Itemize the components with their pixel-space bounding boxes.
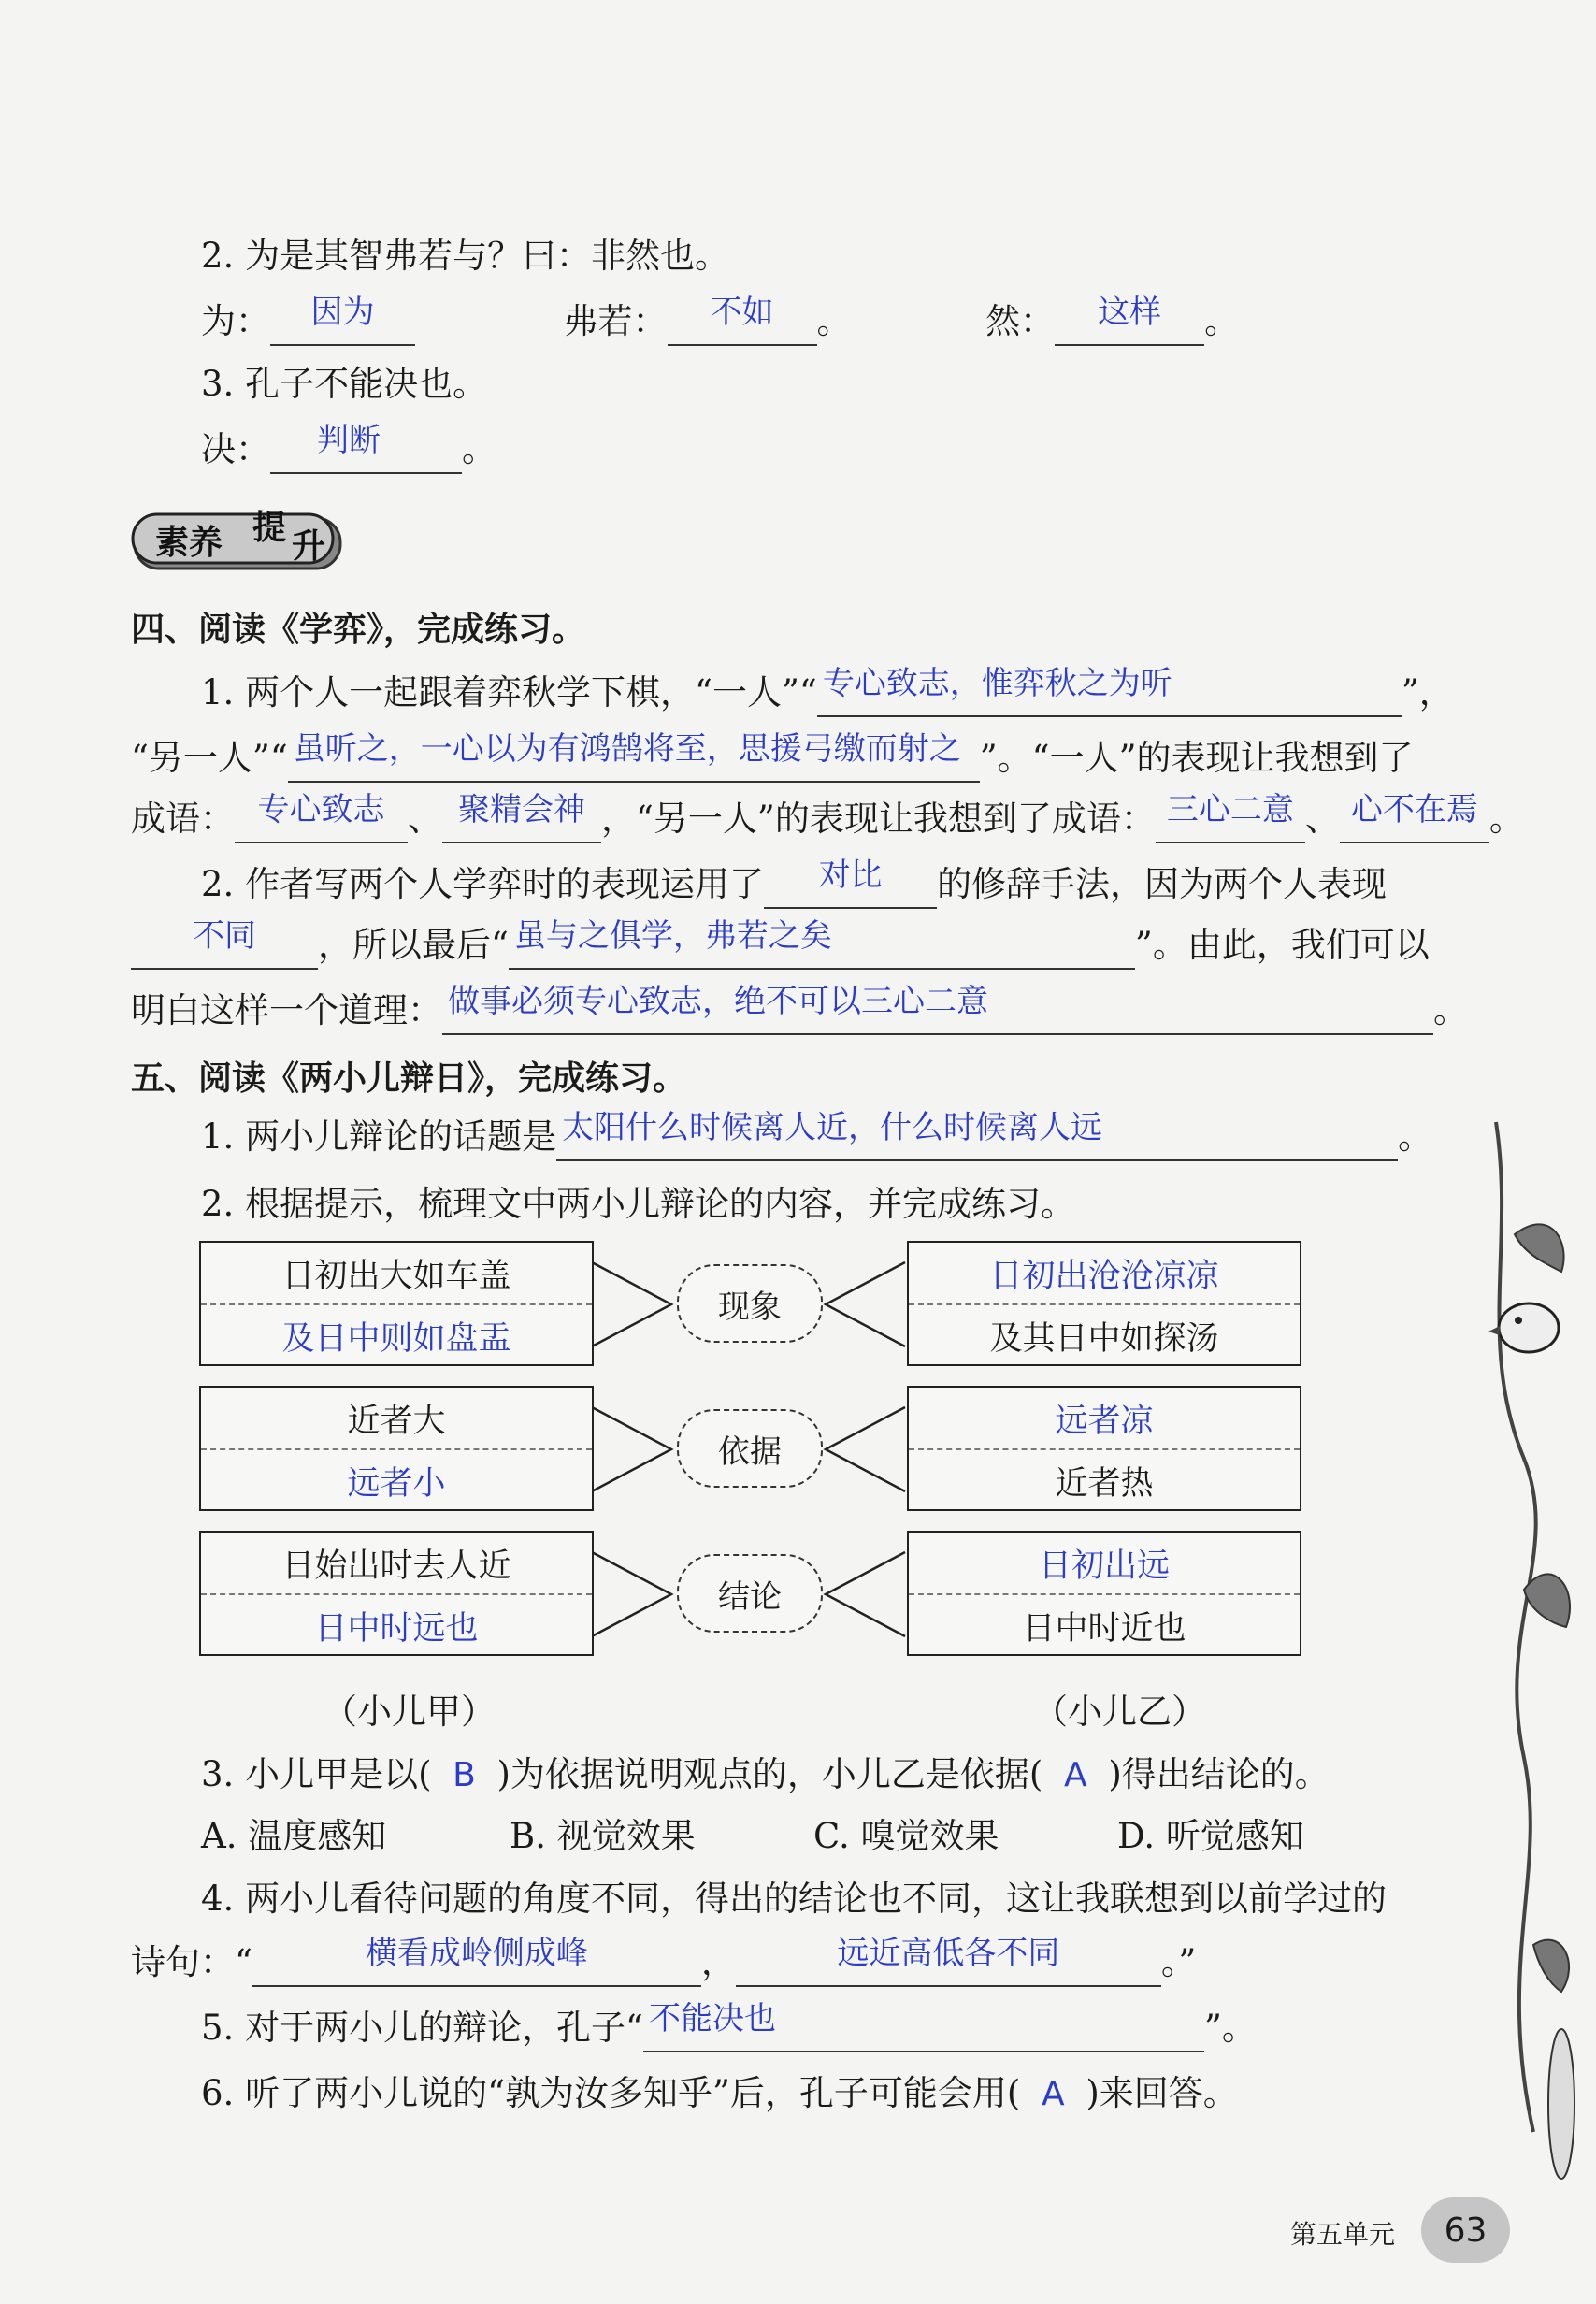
right-box-conclusion: 日初出远 日中时近也 xyxy=(907,1531,1301,1656)
s5-q2: 2. 根据提示，梳理文中两小儿辩论的内容，并完成练习。 xyxy=(201,1184,1076,1224)
ran-blank[interactable] xyxy=(1055,294,1204,346)
q3-answer-1[interactable]: B xyxy=(453,1756,476,1794)
right-box-basis: 远者凉 近者热 xyxy=(907,1386,1301,1511)
wei-blank[interactable] xyxy=(270,294,415,346)
s5-q4-blank2[interactable]: 远近高低各不同 xyxy=(736,1942,1161,1987)
page-number-badge xyxy=(1421,2197,1510,2263)
s4-q1-line1: 1. 两个人一起跟着弈秋学下棋，“一人”“ 专心致志，惟弈秋之为听 ”， xyxy=(201,669,1454,717)
s4-q1-blank1[interactable]: 专心致志，惟弈秋之为听 xyxy=(817,672,1402,717)
s4-q2-blank2[interactable]: 不同 xyxy=(131,925,318,970)
vine-decoration xyxy=(1459,1103,1589,2207)
ran-label: 然： xyxy=(985,301,1056,341)
left-caption: （小儿甲） xyxy=(323,1692,496,1732)
right-chevron xyxy=(823,1403,907,1496)
q3-answers-row: 决： 判断 。 xyxy=(201,425,496,474)
s4-q2-blank1[interactable]: 对比 xyxy=(764,864,937,909)
s4-q1-line2: “另一人”“ 虽听之，一心以为有鸿鹄将至，思援弓缴而射之 ”。“一人”的表现让我想到了 xyxy=(131,734,1414,783)
s5-q4-line2: 诗句：“ 横看成岭侧成峰 ， 远近高低各不同 。” xyxy=(131,1938,1196,1987)
s5-q4-line1: 4. 两小儿看待问题的角度不同，得出的结论也不同，这让我联想到以前学过的 xyxy=(201,1879,1388,1919)
right-caption: （小儿乙） xyxy=(1033,1692,1206,1732)
s4-q1-line3: 成语： 专心致志 、 聚精会神 ，“另一人”的表现让我想到了成语： 三心二意 、 心不在焉 。 xyxy=(131,795,1524,843)
s5-q3-options xyxy=(201,1812,1304,1861)
section-4-title: 四、阅读《学弈》，完成练习。 xyxy=(131,611,586,649)
badge-text-2: 提 xyxy=(252,509,287,547)
page-number: 63 xyxy=(1444,2210,1488,2250)
unit-label: 第五单元 xyxy=(1290,2219,1396,2250)
option-a: A. 温度感知 xyxy=(201,1816,387,1856)
jue-blank[interactable] xyxy=(270,422,462,474)
s4-q2-blank4[interactable]: 做事必须专心致志，绝不可以三心二意 xyxy=(442,990,1433,1035)
s5-q3: 3. 小儿甲是以( B )为依据说明观点的，小儿乙是依据( A )得出结论的。 xyxy=(201,1750,1330,1800)
s5-q5: 5. 对于两小儿的辩论，孔子“ 不能决也 ”。 xyxy=(201,2004,1257,2052)
furuo-label: 弗若： xyxy=(563,301,668,341)
right-box-phenomenon: 日初出沧沧凉凉 及其日中如探汤 xyxy=(907,1241,1301,1366)
s4-q1-blank3[interactable]: 专心致志 xyxy=(235,799,408,843)
badge-text-1: 素养 xyxy=(154,524,223,562)
center-label-basis: 依据 xyxy=(677,1409,823,1488)
left-box-basis: 近者大 远者小 xyxy=(199,1386,594,1511)
q6-answer[interactable]: A xyxy=(1042,2075,1065,2113)
jue-answer: 判断 xyxy=(317,422,381,459)
right-chevron xyxy=(823,1258,907,1351)
left-box-phenomenon: 日初出大如车盖 及日中则如盘盂 xyxy=(199,1241,594,1366)
s4-q2-blank3[interactable]: 虽与之俱学，弗若之矣 xyxy=(509,925,1135,970)
q3-text: 3. 孔子不能决也。 xyxy=(201,364,488,404)
left-chevron xyxy=(592,1548,676,1641)
badge-text-3: 升 xyxy=(291,527,326,566)
option-d: D. 听觉感知 xyxy=(1117,1816,1304,1856)
s4-q2-line1: 2. 作者写两个人学弈时的表现运用了 对比 的修辞手法，因为两个人表现 xyxy=(201,860,1387,909)
s5-q1-blank[interactable]: 太阳什么时候离人近，什么时候离人远 xyxy=(556,1116,1398,1161)
ran-answer: 这样 xyxy=(1098,294,1162,331)
left-chevron xyxy=(592,1258,676,1351)
s4-q1-blank2[interactable]: 虽听之，一心以为有鸿鹄将至，思援弓缴而射之 xyxy=(288,738,980,783)
wei-label: 为： xyxy=(201,301,270,341)
section-5-title: 五、阅读《两小儿辩日》，完成练习。 xyxy=(131,1059,687,1098)
furuo-blank[interactable] xyxy=(668,294,817,346)
s5-q4-blank1[interactable]: 横看成岭侧成峰 xyxy=(252,1942,701,1987)
wei-answer: 因为 xyxy=(310,294,375,331)
q2-answers-row: 为： 因为 弗若： 不如 。 然： 这样 。 xyxy=(201,297,1239,346)
furuo-answer: 不如 xyxy=(710,294,774,331)
s5-q6: 6. 听了两小儿说的“孰为汝多知乎”后，孔子可能会用( A )来回答。 xyxy=(201,2069,1238,2119)
s4-q2-line3: 明白这样一个道理： 做事必须专心致志，绝不可以三心二意 。 xyxy=(131,986,1468,1035)
right-chevron xyxy=(823,1548,907,1641)
s4-q1-blank5[interactable]: 三心二意 xyxy=(1156,799,1305,843)
left-chevron xyxy=(592,1403,676,1496)
option-b: B. 视觉效果 xyxy=(510,1816,696,1856)
center-label-phenomenon: 现象 xyxy=(677,1264,823,1343)
s4-q2-line2: 不同 ，所以最后“ 虽与之俱学，弗若之矣 ”。由此，我们可以 xyxy=(131,921,1430,970)
left-box-conclusion: 日始出时去人近 日中时远也 xyxy=(199,1531,594,1656)
s5-q1: 1. 两小儿辩论的话题是 太阳什么时候离人近，什么时候离人远 。 xyxy=(201,1113,1432,1161)
q3-answer-2[interactable]: A xyxy=(1064,1756,1087,1794)
q2-text: 2. 为是其智弗若与？曰：非然也。 xyxy=(201,236,730,276)
s4-q1-blank6[interactable]: 心不在焉 xyxy=(1340,799,1489,843)
section-badge xyxy=(131,505,346,572)
center-label-conclusion: 结论 xyxy=(677,1554,823,1633)
option-c: C. 嗅觉效果 xyxy=(813,1816,999,1856)
s4-q1-blank4[interactable]: 聚精会神 xyxy=(442,799,601,843)
s5-q5-blank[interactable]: 不能决也 xyxy=(643,2008,1204,2052)
